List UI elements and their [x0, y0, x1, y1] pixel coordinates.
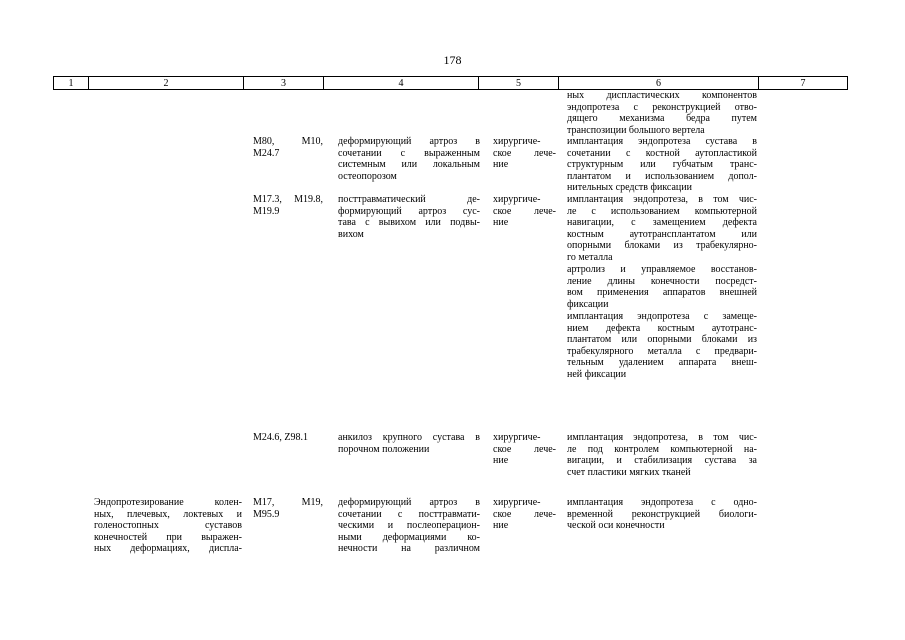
row4-treatment: хирургиче- ское лече- ние	[493, 497, 556, 532]
row4-diagnosis: деформирующий артроз в сочетании с посттравмати- ческими и послеоперацион- ными деформациями ко- нечности на различном	[338, 497, 480, 555]
row1-treatment: хирургиче- ское лече- ние	[493, 136, 556, 171]
row1-codes: M80, M10, M24.7	[253, 136, 323, 159]
row2-method: имплантация эндопротеза, в том чис- ле с использованием компьютерной навигации, с замещением дефекта костным аутотрансплантатом или опорными блоками из трабекулярно- го металла	[567, 194, 757, 263]
row4-method: имплантация эндопротеза с одно- временной реконструкцией биологи- ческой оси конечности	[567, 497, 757, 532]
row3-method: имплантация эндопротеза, в том чис- ле под контролем компьютерной на- вигации, и стабилизация сустава за счет пластики мягких тканей	[567, 432, 757, 478]
row2-method-2: артролиз и управляемое восстанов- ление длины конечности посредст- вом применения аппаратов внешней фиксации	[567, 264, 757, 310]
row1-diagnosis: деформирующий артроз в сочетании с выраженным системным или локальным остеопорозом	[338, 136, 480, 182]
row2-diagnosis: посттравматический де- формирующий артроз сус- тава с вывихом или подвы- вихом	[338, 194, 480, 240]
column-header-2: 2	[89, 77, 244, 90]
row4-codes: M17, M19, M95.9	[253, 497, 323, 520]
row1-method: имплантация эндопротеза сустава в сочетании с костной аутопластикой структурным или губчатым транс- плантатом и использованием допол- нительных средств фиксации	[567, 136, 757, 194]
column-header-5: 5	[479, 77, 559, 90]
row2-treatment: хирургиче- ское лече- ние	[493, 194, 556, 229]
column-header-3: 3	[244, 77, 324, 90]
row4-name: Эндопротезирование колен- ных, плечевых, локтевых и голеностопных суставов конечностей при выражен- ных деформациях, диспла-	[94, 497, 242, 555]
column-header-7: 7	[759, 77, 848, 90]
column-header-4: 4	[324, 77, 479, 90]
column-header-6: 6	[559, 77, 759, 90]
column-header-row	[53, 76, 848, 90]
row3-treatment: хирургиче- ское лече- ние	[493, 432, 556, 467]
method-continuation: ных диспластических компонентов эндопротеза с реконструкцией отво- дящего механизма бедра путем транспозиции большого вертела	[567, 90, 757, 136]
row2-codes: M17.3, M19.8, M19.9	[253, 194, 323, 217]
column-header-1: 1	[54, 77, 89, 90]
row2-method-3: имплантация эндопротеза с замеще- нием дефекта костным аутотранс- плантатом или опорными блоками из трабекулярного металла с предвари- тельным удалением аппарата внеш- ней фиксации	[567, 311, 757, 380]
page-number: 178	[443, 53, 462, 67]
row3-diagnosis: анкилоз крупного сустава в порочном положении	[338, 432, 480, 455]
row3-codes: M24.6, Z98.1	[253, 432, 308, 443]
